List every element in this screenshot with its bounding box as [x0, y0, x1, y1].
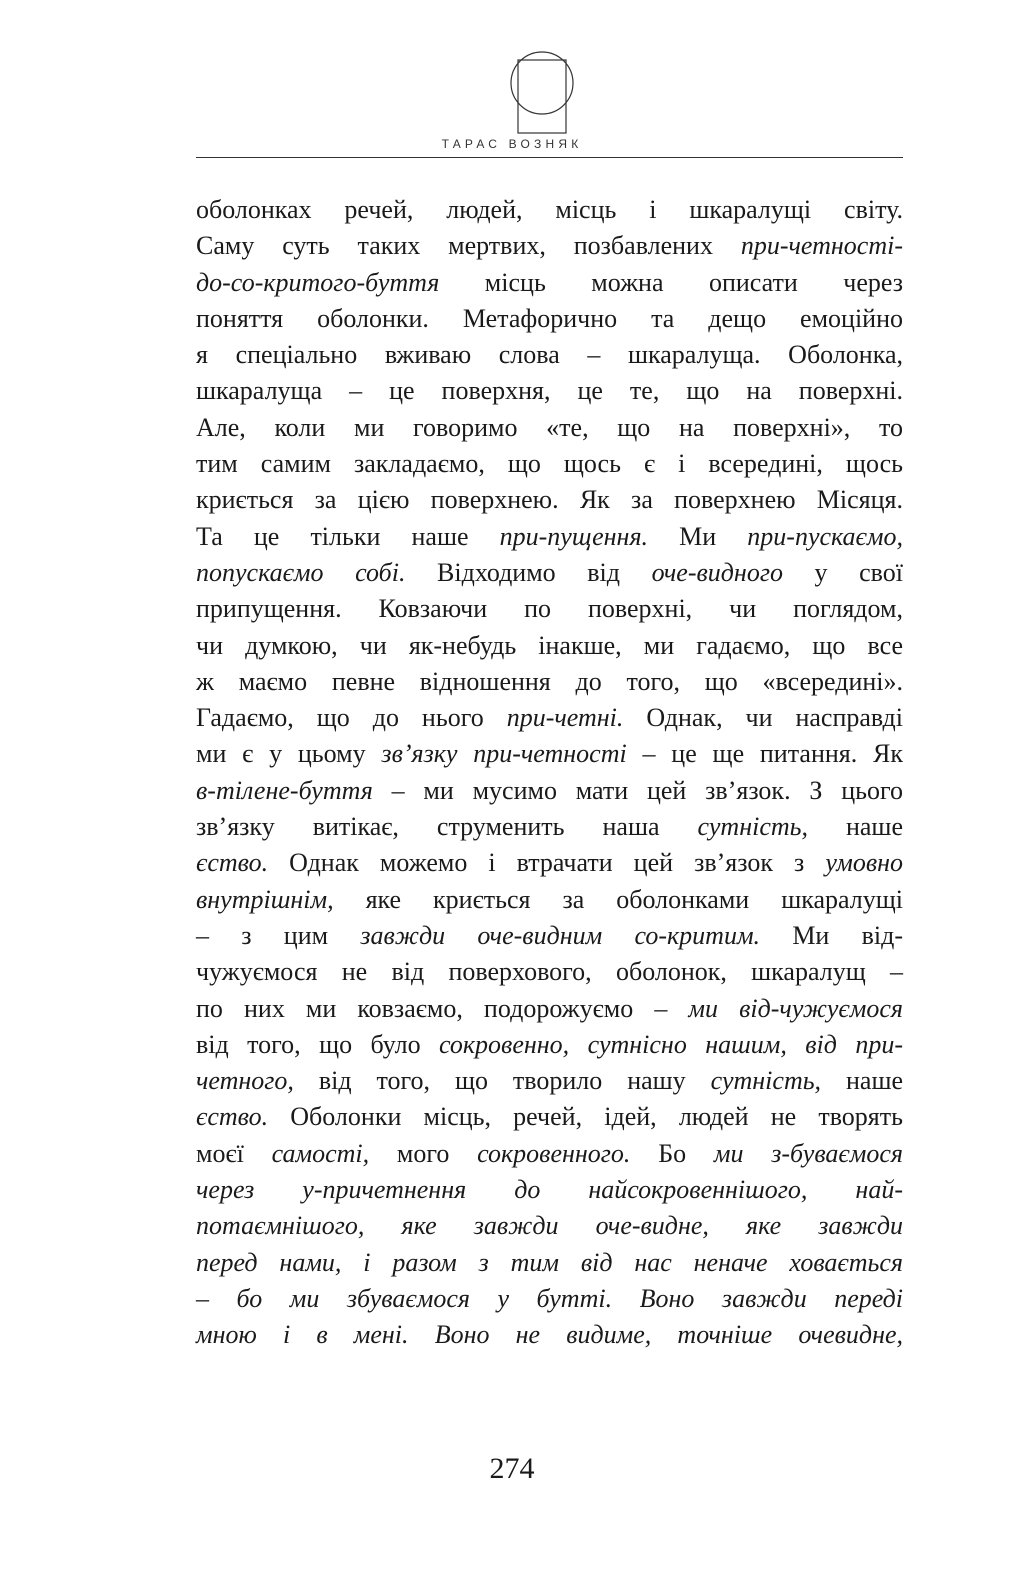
- text-segment: Ми від-: [760, 920, 903, 950]
- text-line: [196, 265, 903, 301]
- italic-text: до-со-критого-буття: [196, 267, 440, 297]
- text-line: [196, 628, 903, 664]
- text-segment: Але, коли ми говоримо «те, що на поверхні», то: [196, 412, 903, 442]
- italic-text: сокровенного.: [477, 1138, 631, 1168]
- text-line: [196, 591, 903, 627]
- text-segment: наше: [821, 1066, 904, 1096]
- italic-text: перед нами, і разом з тим від нас неначе ховається: [196, 1247, 903, 1277]
- running-head-author: ТАРАС ВОЗНЯК: [441, 137, 583, 151]
- italic-text: самості,: [271, 1138, 370, 1168]
- text-line: [196, 845, 903, 881]
- text-segment: наше: [807, 812, 903, 842]
- text-line: [196, 1027, 903, 1063]
- text-line: [196, 954, 903, 990]
- italic-text: в-тілене-буття: [196, 775, 373, 805]
- text-line: [196, 373, 903, 409]
- text-line: [196, 482, 903, 518]
- italic-text: потаємнішого, яке завжди оче-видне, яке завжди: [196, 1211, 903, 1241]
- text-segment: – з цим: [196, 920, 361, 950]
- text-segment: Оболонки місць, речей, ідей, людей не творять: [268, 1102, 903, 1132]
- italic-text: ми з-буваємося: [713, 1138, 903, 1168]
- text-line: [196, 301, 903, 337]
- text-segment: ж маємо певне відношення до того, що «всередині».: [196, 666, 903, 696]
- text-segment: припущення. Ковзаючи по поверхні, чи поглядом,: [196, 594, 903, 624]
- text-line: [196, 555, 903, 591]
- text-line: [196, 1172, 903, 1208]
- text-segment: – ми мусимо мати цей зв’язок. З цього: [372, 775, 903, 805]
- text-segment: Однак, чи насправді: [623, 703, 903, 733]
- text-segment: тим самим закладаємо, що щось є і всередині, щось: [196, 449, 903, 479]
- italic-text: мною і в мені.: [196, 1320, 409, 1350]
- text-line: [196, 1317, 903, 1353]
- italic-text: попускаємо собі.: [196, 557, 406, 587]
- text-line: [196, 446, 903, 482]
- body-text: [196, 192, 903, 1354]
- text-line: [196, 1281, 903, 1317]
- text-segment: чужуємося не від поверхового, оболонок, шкаралущ –: [196, 957, 903, 987]
- text-line: [196, 1208, 903, 1244]
- text-segment: місць можна описати через: [439, 267, 903, 297]
- page-number: 274: [489, 1452, 535, 1485]
- italic-text: при-четні.: [506, 703, 624, 733]
- italic-text: при-пускаємо,: [747, 521, 903, 551]
- text-segment: Гадаємо, що до нього: [196, 703, 507, 733]
- text-segment: зв’язку витікає, струменить наша: [196, 812, 698, 842]
- text-line: [196, 1136, 903, 1172]
- text-line: [196, 410, 903, 446]
- italic-text: через у-причетнення до найсокровеннішого, най-: [196, 1175, 903, 1205]
- text-segment: [612, 1284, 640, 1313]
- italic-text: єство.: [196, 1102, 269, 1132]
- text-segment: поняття оболонки. Метафорично та дещо емоційно: [196, 303, 903, 333]
- text-line: [196, 809, 903, 845]
- text-segment: – це ще питання. Як: [626, 739, 903, 769]
- text-line: [196, 700, 903, 736]
- text-segment: від того, що творило нашу: [293, 1066, 711, 1096]
- text-line: [196, 882, 903, 918]
- italic-text: при-четності-: [740, 231, 903, 261]
- text-segment: чи думкою, чи як-небудь інакше, ми гадаємо, що все: [196, 630, 903, 660]
- text-segment: по них ми ковзаємо, подорожуємо –: [196, 993, 689, 1023]
- italic-text: сутність,: [697, 812, 808, 842]
- text-segment: у свої: [782, 557, 903, 587]
- text-line: [196, 519, 903, 555]
- text-segment: яке криється за оболонками шкаралущі: [333, 884, 903, 914]
- italic-text: – бо ми збуваємося у бутті.: [196, 1283, 613, 1313]
- italic-text: четного,: [196, 1066, 294, 1096]
- text-segment: Та це тільки наше: [196, 521, 500, 551]
- text-line: [196, 337, 903, 373]
- text-segment: від того, що було: [196, 1029, 439, 1059]
- italic-text: Воно не видиме, точніше очевидне,: [434, 1320, 904, 1350]
- text-segment: Однак можемо і втрачати цей зв’язок з: [268, 848, 826, 878]
- text-line: [196, 736, 903, 772]
- italic-text: умовно: [825, 848, 903, 878]
- header-rule: [196, 157, 903, 158]
- text-line: [196, 1245, 903, 1281]
- text-line: [196, 918, 903, 954]
- emblem-circle-square-logo: [509, 46, 575, 134]
- italic-text: оче-видного: [651, 557, 783, 587]
- text-line: [196, 664, 903, 700]
- text-line: [196, 1063, 903, 1099]
- text-segment: ми є у цьому: [196, 739, 382, 769]
- italic-text: Воно завжди переді: [639, 1283, 904, 1313]
- text-segment: мого: [369, 1138, 478, 1168]
- text-line: [196, 1099, 903, 1135]
- text-segment: криється за цією поверхнею. Як за поверхнею Місяця.: [196, 485, 903, 515]
- text-segment: я спеціально вживаю слова – шкаралуща. Оболонка,: [196, 340, 903, 370]
- italic-text: сокровенно, сутнісно нашим, від при-: [439, 1029, 903, 1059]
- text-line: [196, 192, 903, 228]
- italic-text: внутрішнім,: [196, 884, 334, 914]
- text-segment: Ми: [648, 521, 748, 551]
- text-line: [196, 991, 903, 1027]
- text-segment: Саму суть таких мертвих, позбавлених: [196, 231, 741, 261]
- text-segment: моєї: [196, 1138, 272, 1168]
- text-segment: оболонках речей, людей, місць і шкаралущі світу.: [196, 195, 903, 224]
- text-segment: Відходимо від: [405, 557, 652, 587]
- text-segment: [409, 1320, 435, 1349]
- italic-text: зв’язку при-четності: [381, 739, 627, 769]
- italic-text: сутність,: [710, 1066, 822, 1096]
- italic-text: ми від-чужуємося: [688, 993, 903, 1023]
- text-line: [196, 773, 903, 809]
- text-line: [196, 228, 903, 264]
- text-segment: Бо: [630, 1138, 714, 1168]
- text-segment: шкаралуща – це поверхня, це те, що на поверхні.: [196, 376, 903, 406]
- italic-text: при-пущення.: [499, 521, 649, 551]
- italic-text: завжди оче-видним со-критим.: [360, 920, 761, 950]
- italic-text: єство.: [196, 848, 269, 878]
